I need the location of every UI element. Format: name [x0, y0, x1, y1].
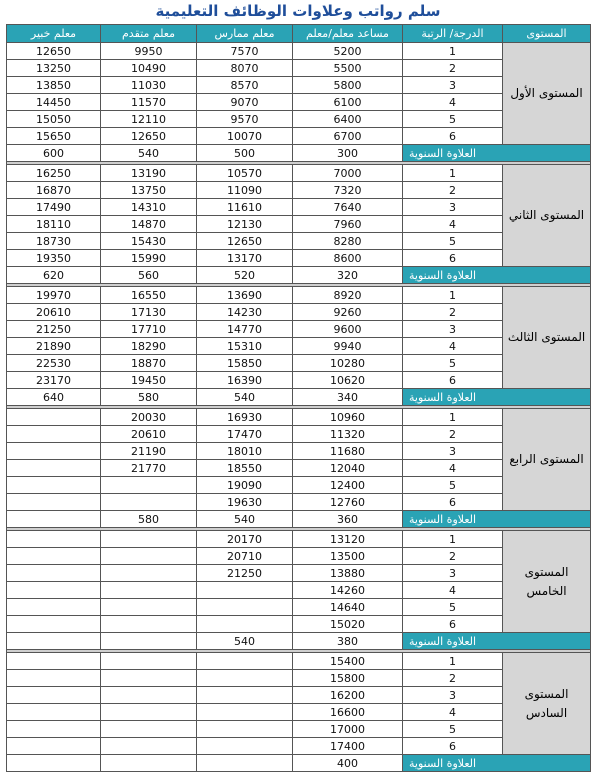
- salary-cell: 16250: [7, 165, 101, 182]
- level-name-cell: المستوى الخامس: [503, 531, 591, 633]
- grade-cell: 2: [403, 670, 503, 687]
- salary-cell: 14640: [293, 599, 403, 616]
- header-assistant-teacher: مساعد معلم/معلم: [293, 25, 403, 43]
- salary-cell: 9600: [293, 321, 403, 338]
- salary-cell: 12040: [293, 460, 403, 477]
- grade-cell: 1: [403, 165, 503, 182]
- salary-cell: 18290: [101, 338, 197, 355]
- annual-increment-cell: [7, 511, 101, 528]
- salary-cell: 12650: [197, 233, 293, 250]
- salary-cell: 15310: [197, 338, 293, 355]
- salary-cell: 10960: [293, 409, 403, 426]
- header-row: [7, 25, 591, 43]
- salary-cell: 13250: [7, 60, 101, 77]
- annual-increment-cell: 540: [197, 511, 293, 528]
- grade-cell: 5: [403, 233, 503, 250]
- salary-cell: 12130: [197, 216, 293, 233]
- salary-cell: 17710: [101, 321, 197, 338]
- header-level: المستوى: [503, 25, 591, 43]
- salary-cell: 7640: [293, 199, 403, 216]
- salary-cell: 8070: [197, 60, 293, 77]
- salary-cell: 16390: [197, 372, 293, 389]
- level-name-cell: المستوى الثاني: [503, 165, 591, 267]
- salary-cell: 14770: [197, 321, 293, 338]
- grade-cell: 1: [403, 287, 503, 304]
- annual-increment-cell: 540: [197, 633, 293, 650]
- salary-cell: 21770: [101, 460, 197, 477]
- salary-cell: 8600: [293, 250, 403, 267]
- salary-cell: 17470: [197, 426, 293, 443]
- grade-cell: 4: [403, 582, 503, 599]
- salary-cell: [197, 670, 293, 687]
- salary-cell: [101, 531, 197, 548]
- salary-cell: 18010: [197, 443, 293, 460]
- annual-increment-row: [7, 267, 591, 284]
- salary-cell: 10570: [197, 165, 293, 182]
- salary-cell: [197, 599, 293, 616]
- salary-cell: 14450: [7, 94, 101, 111]
- salary-cell: 20170: [197, 531, 293, 548]
- annual-increment-cell: 360: [293, 511, 403, 528]
- salary-cell: 7320: [293, 182, 403, 199]
- salary-cell: 19630: [197, 494, 293, 511]
- salary-cell: [101, 565, 197, 582]
- salary-cell: [101, 599, 197, 616]
- grade-cell: 4: [403, 704, 503, 721]
- grade-cell: 4: [403, 216, 503, 233]
- salary-cell: [7, 409, 101, 426]
- annual-increment-cell: [101, 633, 197, 650]
- grade-cell: 5: [403, 599, 503, 616]
- table-row: [7, 43, 591, 60]
- salary-cell: 13500: [293, 548, 403, 565]
- salary-cell: 13850: [7, 77, 101, 94]
- salary-cell: [197, 653, 293, 670]
- salary-cell: 14260: [293, 582, 403, 599]
- salary-cell: 18550: [197, 460, 293, 477]
- salary-cell: [197, 616, 293, 633]
- grade-cell: 1: [403, 653, 503, 670]
- annual-increment-cell: 600: [7, 145, 101, 162]
- salary-table: [6, 24, 591, 772]
- salary-cell: 16600: [293, 704, 403, 721]
- annual-increment-cell: 500: [197, 145, 293, 162]
- annual-increment-row: [7, 511, 591, 528]
- salary-cell: [7, 670, 101, 687]
- table-row: [7, 287, 591, 304]
- salary-cell: [7, 653, 101, 670]
- salary-cell: 18870: [101, 355, 197, 372]
- table-row: [7, 409, 591, 426]
- salary-cell: [101, 616, 197, 633]
- salary-cell: 5200: [293, 43, 403, 60]
- salary-cell: [7, 599, 101, 616]
- salary-cell: 7000: [293, 165, 403, 182]
- salary-cell: [7, 443, 101, 460]
- grade-cell: 5: [403, 355, 503, 372]
- salary-cell: 18110: [7, 216, 101, 233]
- salary-cell: 5800: [293, 77, 403, 94]
- salary-cell: 16200: [293, 687, 403, 704]
- table-row: [7, 653, 591, 670]
- annual-increment-label: العلاوة السنوية: [403, 389, 591, 406]
- salary-cell: 9940: [293, 338, 403, 355]
- salary-cell: [101, 670, 197, 687]
- salary-cell: 16870: [7, 182, 101, 199]
- salary-cell: 18730: [7, 233, 101, 250]
- annual-increment-cell: 560: [101, 267, 197, 284]
- salary-cell: 8920: [293, 287, 403, 304]
- salary-cell: [197, 704, 293, 721]
- annual-increment-cell: 320: [293, 267, 403, 284]
- salary-cell: 12650: [101, 128, 197, 145]
- salary-cell: 21190: [101, 443, 197, 460]
- annual-increment-cell: 380: [293, 633, 403, 650]
- salary-cell: 10280: [293, 355, 403, 372]
- salary-cell: [197, 687, 293, 704]
- annual-increment-label: العلاوة السنوية: [403, 511, 591, 528]
- grade-cell: 6: [403, 372, 503, 389]
- table-row: [7, 531, 591, 548]
- grade-cell: 6: [403, 128, 503, 145]
- salary-cell: 13120: [293, 531, 403, 548]
- salary-cell: 19970: [7, 287, 101, 304]
- annual-increment-cell: 620: [7, 267, 101, 284]
- salary-cell: 20610: [101, 426, 197, 443]
- salary-cell: [7, 616, 101, 633]
- salary-cell: 15400: [293, 653, 403, 670]
- grade-cell: 4: [403, 94, 503, 111]
- annual-increment-cell: [101, 755, 197, 772]
- annual-increment-cell: [7, 633, 101, 650]
- salary-cell: [7, 494, 101, 511]
- salary-cell: 10620: [293, 372, 403, 389]
- salary-cell: 11610: [197, 199, 293, 216]
- salary-cell: 11570: [101, 94, 197, 111]
- grade-cell: 2: [403, 304, 503, 321]
- grade-cell: 3: [403, 687, 503, 704]
- grade-cell: 3: [403, 443, 503, 460]
- salary-cell: 11090: [197, 182, 293, 199]
- annual-increment-cell: [7, 755, 101, 772]
- salary-cell: 11030: [101, 77, 197, 94]
- grade-cell: 3: [403, 565, 503, 582]
- annual-increment-label: العلاوة السنوية: [403, 145, 591, 162]
- salary-cell: 19450: [101, 372, 197, 389]
- salary-cell: 10070: [197, 128, 293, 145]
- annual-increment-label: العلاوة السنوية: [403, 755, 591, 772]
- salary-cell: 6700: [293, 128, 403, 145]
- salary-cell: 15990: [101, 250, 197, 267]
- level-name-cell: المستوى الأول: [503, 43, 591, 145]
- header-practitioner-teacher: معلم ممارس: [197, 25, 293, 43]
- salary-cell: 9260: [293, 304, 403, 321]
- salary-cell: 17000: [293, 721, 403, 738]
- salary-cell: [101, 548, 197, 565]
- salary-cell: [197, 582, 293, 599]
- salary-table-body: [7, 43, 591, 772]
- salary-cell: [7, 721, 101, 738]
- salary-cell: 5500: [293, 60, 403, 77]
- salary-cell: [101, 687, 197, 704]
- annual-increment-row: [7, 755, 591, 772]
- salary-cell: 17490: [7, 199, 101, 216]
- salary-cell: 8570: [197, 77, 293, 94]
- salary-cell: 16550: [101, 287, 197, 304]
- annual-increment-cell: 580: [101, 511, 197, 528]
- salary-cell: [7, 738, 101, 755]
- grade-cell: 5: [403, 111, 503, 128]
- salary-cell: 6400: [293, 111, 403, 128]
- salary-cell: 7570: [197, 43, 293, 60]
- salary-cell: [101, 653, 197, 670]
- annual-increment-row: [7, 145, 591, 162]
- salary-cell: [101, 494, 197, 511]
- grade-cell: 2: [403, 182, 503, 199]
- salary-cell: 22530: [7, 355, 101, 372]
- salary-cell: [101, 704, 197, 721]
- grade-cell: 3: [403, 321, 503, 338]
- salary-cell: [7, 687, 101, 704]
- salary-cell: [7, 704, 101, 721]
- grade-cell: 4: [403, 460, 503, 477]
- grade-cell: 6: [403, 250, 503, 267]
- salary-cell: [7, 531, 101, 548]
- annual-increment-cell: 300: [293, 145, 403, 162]
- salary-cell: 15430: [101, 233, 197, 250]
- annual-increment-cell: 540: [101, 145, 197, 162]
- document-title: سلم رواتب وعلاوات الوظائف التعليمية: [155, 2, 441, 20]
- salary-cell: 17400: [293, 738, 403, 755]
- salary-cell: 16930: [197, 409, 293, 426]
- annual-increment-cell: 640: [7, 389, 101, 406]
- salary-cell: 20030: [101, 409, 197, 426]
- salary-cell: 14230: [197, 304, 293, 321]
- salary-cell: [7, 426, 101, 443]
- grade-cell: 5: [403, 477, 503, 494]
- salary-cell: 8280: [293, 233, 403, 250]
- salary-cell: [101, 738, 197, 755]
- annual-increment-cell: 400: [293, 755, 403, 772]
- salary-cell: 15850: [197, 355, 293, 372]
- level-name-cell: المستوى الرابع: [503, 409, 591, 511]
- salary-cell: 9950: [101, 43, 197, 60]
- header-grade: الدرجة/ الرتبة: [403, 25, 503, 43]
- salary-cell: 15650: [7, 128, 101, 145]
- annual-increment-label: العلاوة السنوية: [403, 633, 591, 650]
- salary-cell: [101, 477, 197, 494]
- salary-cell: 12760: [293, 494, 403, 511]
- salary-cell: 9070: [197, 94, 293, 111]
- grade-cell: 1: [403, 531, 503, 548]
- grade-cell: 3: [403, 199, 503, 216]
- salary-cell: 11680: [293, 443, 403, 460]
- salary-cell: 10490: [101, 60, 197, 77]
- salary-cell: 13750: [101, 182, 197, 199]
- header-expert-teacher: معلم خبير: [7, 25, 101, 43]
- salary-cell: 12110: [101, 111, 197, 128]
- grade-cell: 4: [403, 338, 503, 355]
- salary-cell: 15050: [7, 111, 101, 128]
- grade-cell: 2: [403, 426, 503, 443]
- salary-cell: 13690: [197, 287, 293, 304]
- level-name-cell: المستوى السادس: [503, 653, 591, 755]
- salary-cell: 19090: [197, 477, 293, 494]
- grade-cell: 2: [403, 60, 503, 77]
- salary-cell: [197, 738, 293, 755]
- grade-cell: 1: [403, 409, 503, 426]
- salary-cell: 19350: [7, 250, 101, 267]
- salary-cell: 20710: [197, 548, 293, 565]
- salary-cell: 20610: [7, 304, 101, 321]
- salary-cell: 13170: [197, 250, 293, 267]
- salary-cell: [101, 582, 197, 599]
- grade-cell: 3: [403, 77, 503, 94]
- grade-cell: 1: [403, 43, 503, 60]
- salary-cell: 12400: [293, 477, 403, 494]
- salary-cell: 14310: [101, 199, 197, 216]
- salary-cell: 13190: [101, 165, 197, 182]
- salary-cell: 21250: [197, 565, 293, 582]
- salary-cell: 7960: [293, 216, 403, 233]
- grade-cell: 2: [403, 548, 503, 565]
- salary-cell: [7, 548, 101, 565]
- salary-cell: 17130: [101, 304, 197, 321]
- salary-cell: 15020: [293, 616, 403, 633]
- annual-increment-row: [7, 633, 591, 650]
- grade-cell: 6: [403, 494, 503, 511]
- grade-cell: 5: [403, 721, 503, 738]
- level-name-cell: المستوى الثالث: [503, 287, 591, 389]
- salary-cell: 6100: [293, 94, 403, 111]
- annual-increment-cell: 580: [101, 389, 197, 406]
- salary-cell: 13880: [293, 565, 403, 582]
- table-row: [7, 165, 591, 182]
- annual-increment-cell: 540: [197, 389, 293, 406]
- salary-cell: 15800: [293, 670, 403, 687]
- header-advanced-teacher: معلم متقدم: [101, 25, 197, 43]
- salary-cell: [7, 582, 101, 599]
- salary-cell: [197, 721, 293, 738]
- salary-cell: 21890: [7, 338, 101, 355]
- grade-cell: 6: [403, 616, 503, 633]
- salary-cell: [7, 477, 101, 494]
- salary-cell: [101, 721, 197, 738]
- salary-cell: [7, 565, 101, 582]
- annual-increment-cell: 340: [293, 389, 403, 406]
- salary-cell: 23170: [7, 372, 101, 389]
- grade-cell: 6: [403, 738, 503, 755]
- salary-cell: 14870: [101, 216, 197, 233]
- annual-increment-label: العلاوة السنوية: [403, 267, 591, 284]
- salary-cell: 21250: [7, 321, 101, 338]
- salary-cell: 9570: [197, 111, 293, 128]
- annual-increment-cell: [197, 755, 293, 772]
- annual-increment-cell: 520: [197, 267, 293, 284]
- salary-cell: [7, 460, 101, 477]
- salary-cell: 11320: [293, 426, 403, 443]
- annual-increment-row: [7, 389, 591, 406]
- salary-cell: 12650: [7, 43, 101, 60]
